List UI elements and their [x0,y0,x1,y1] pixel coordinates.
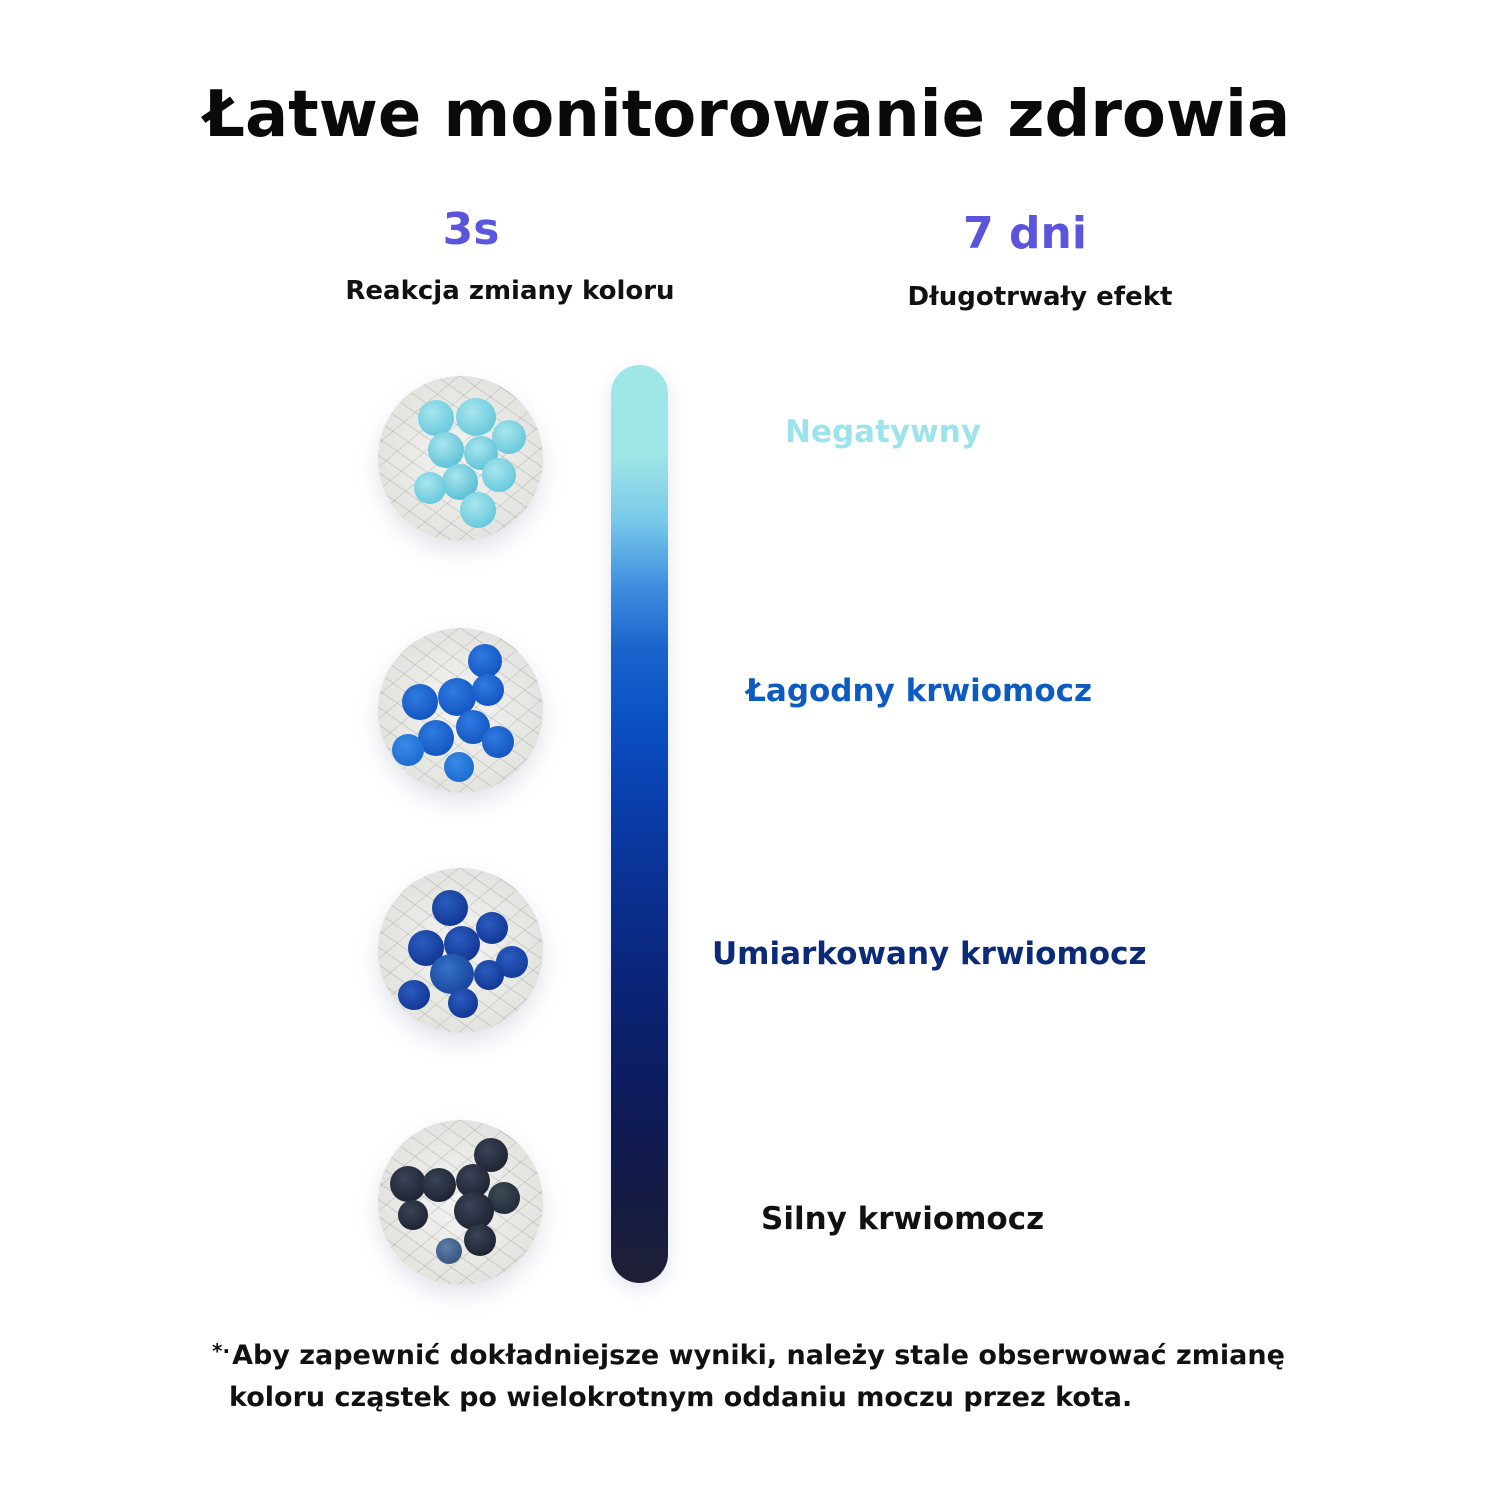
color-gradient-scale-bar [611,365,668,1283]
stat-value: 3s [442,204,500,255]
footnote-marker: *· [212,1339,231,1363]
footnote-line-2: koloru cząstek po wielokrotnym oddaniu moczu przez kota. [229,1382,1133,1413]
level-label-severe: Silny krwiomocz [761,1201,1045,1237]
level-label-moderate: Umiarkowany krwiomocz [712,936,1147,972]
sample-image-moderate [378,868,543,1033]
stat-label: Długotrwały efekt [907,282,1173,312]
sample-image-negative [378,376,543,541]
stat-label: Reakcja zmiany koloru [345,276,675,306]
footnote-line-1: *·Aby zapewnić dokładniejsze wyniki, należy stale obserwować zmianę [212,1339,1285,1371]
sample-image-mild [378,628,543,793]
stat-duration [880,208,1200,312]
sample-image-severe [378,1120,543,1285]
footnote [212,1330,1292,1419]
stat-value: 7 dni [963,208,1087,259]
page-title: Łatwe monitorowanie zdrowia [203,78,1291,152]
level-label-mild: Łagodny krwiomocz [746,673,1093,709]
stat-reaction-time [330,204,690,306]
level-label-negative: Negatywny [785,414,982,450]
